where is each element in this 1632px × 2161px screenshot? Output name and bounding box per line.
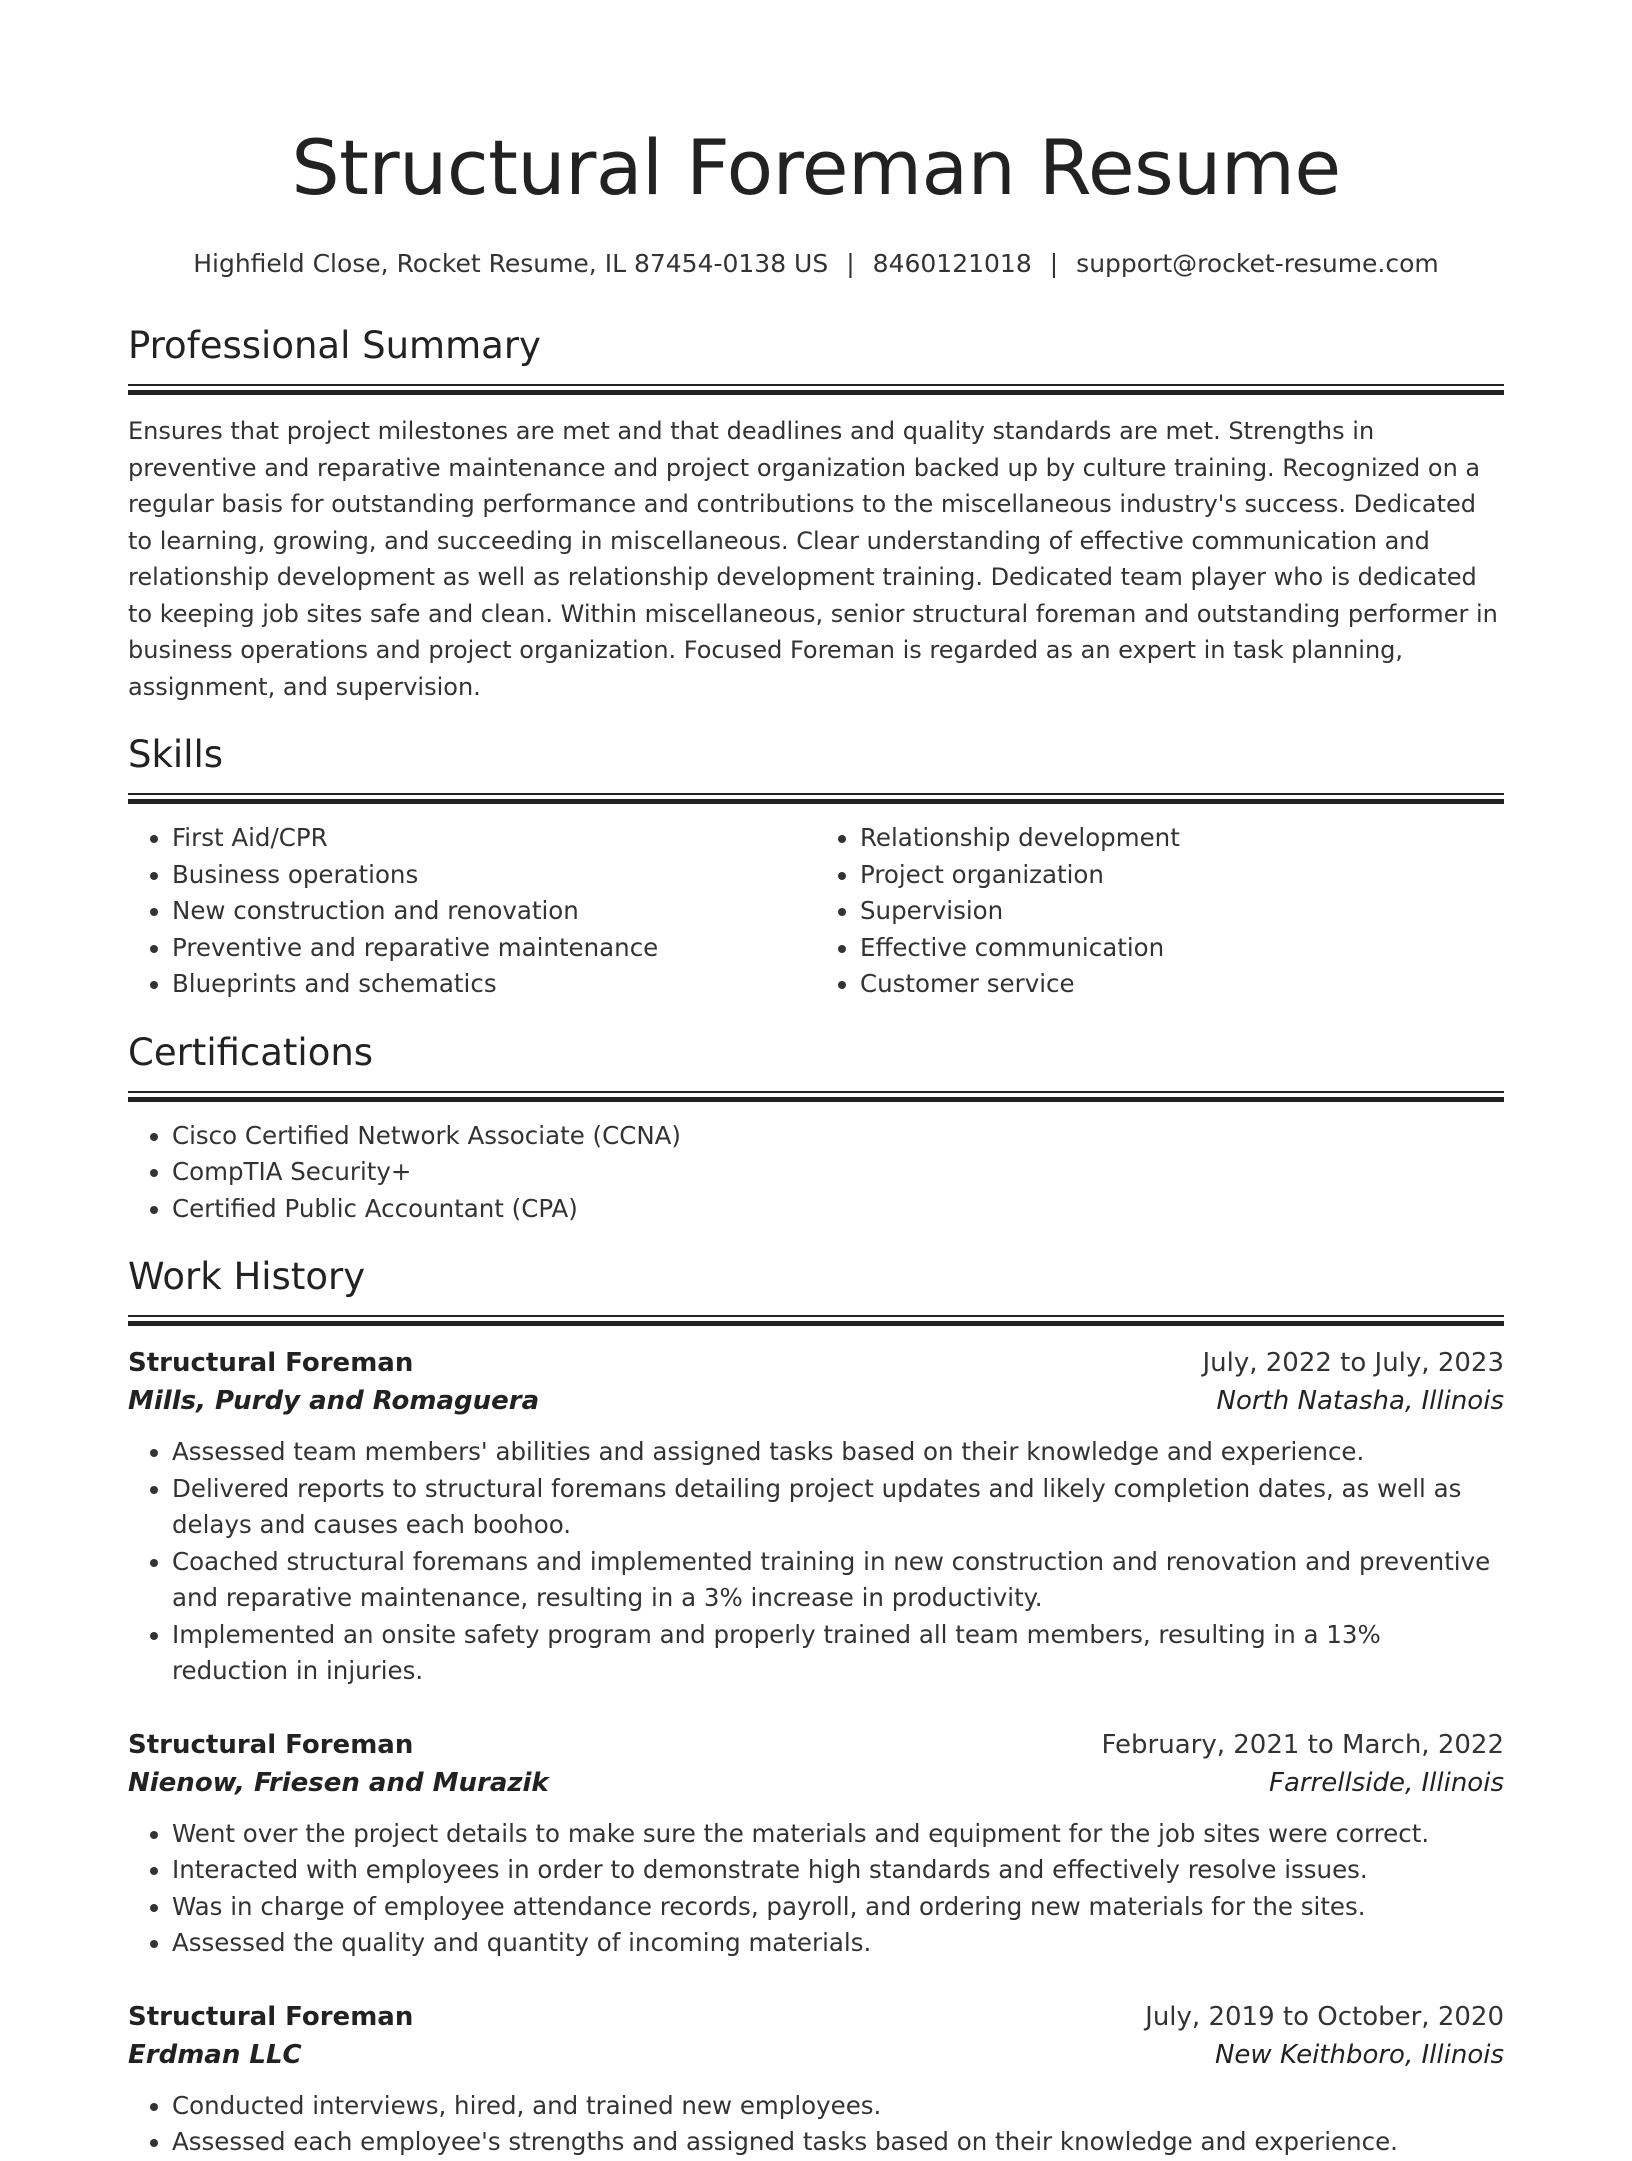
job-bullet: • Went over the project details to make sure the materials and equipment for the job sites were correct.: [172, 1816, 1504, 1853]
section-divider: [128, 1315, 1504, 1326]
resume-title: Structural Foreman Resume: [291, 123, 1341, 212]
skill-item: • New construction and renovation: [172, 893, 816, 930]
certification-item: • CompTIA Security+: [172, 1154, 1504, 1191]
section-divider: [128, 793, 1504, 804]
section-heading: Professional Summary: [128, 324, 541, 367]
job-entry: [128, 1726, 1504, 1962]
contact-separator: |: [1049, 249, 1059, 278]
job-company: Mills, Purdy and Romaguera: [128, 1386, 540, 1416]
skill-item: • Relationship development: [860, 820, 1504, 857]
job-dates: July, 2019 to October, 2020: [1145, 2001, 1504, 2032]
section-divider: [128, 1091, 1504, 1102]
job-location: Farrellside, Illinois: [1268, 1767, 1504, 1798]
job-bullet: • Assessed the quality and quantity of incoming materials.: [172, 1925, 1504, 1962]
section-skills: [128, 731, 1504, 1003]
section-heading: Skills: [128, 733, 224, 776]
job-header-row: [128, 1998, 1504, 2036]
skill-item: • Effective communication: [860, 930, 1504, 967]
job-bullet: • Delivered reports to structural foremans detailing project updates and likely completion dates, as well as delays and causes each boohoo.: [172, 1471, 1504, 1544]
job-company: Erdman LLC: [128, 2039, 302, 2070]
job-bullet: • Assessed team members' abilities and assigned tasks based on their knowledge and experience.: [172, 1434, 1504, 1471]
job-title: Structural Foreman: [128, 1348, 414, 1378]
skill-item: • Preventive and reparative maintenance: [172, 930, 816, 967]
resume-page: [128, 0, 1504, 2161]
job-bullet: • Coached structural foremans and implemented training in new construction and renovation and preventive and reparative maintenance, resulting in a 3% increase in productivity.: [172, 1544, 1504, 1617]
skills-grid: [128, 820, 1504, 1003]
job-dates: July, 2022 to July, 2023: [1202, 1348, 1504, 1378]
contact-line: [128, 246, 1504, 282]
skill-item: • First Aid/CPR: [172, 820, 816, 857]
job-bullets: [128, 1816, 1504, 1962]
job-company-row: [128, 1764, 1504, 1802]
contact-phone: 8460121018: [872, 249, 1032, 278]
skill-item: • Business operations: [172, 857, 816, 894]
job-entry: [128, 1998, 1504, 2161]
contact-address: Highfield Close, Rocket Resume, IL 87454-0138 US: [193, 249, 829, 278]
skills-column-left: [128, 820, 816, 1003]
certification-item: • Cisco Certified Network Associate (CCNA): [172, 1118, 1504, 1155]
job-bullet: • Interacted with employees in order to demonstrate high standards and effectively resolve issues.: [172, 1852, 1504, 1889]
job-company-row: [128, 1382, 1504, 1420]
skill-item: • Blueprints and schematics: [172, 966, 816, 1003]
job-location: North Natasha, Illinois: [1216, 1386, 1504, 1416]
job-entry: [128, 1344, 1504, 1690]
summary-text: Ensures that project milestones are met and that deadlines and quality standards are met. Strengths in preventive and reparative maintenance and project organization backed up by culture training. Recognized on a regular basis for outstanding performance and contributions to the miscellaneous industry's success. Dedicated to learning, growing, and succeeding in miscellaneous. Clear understanding of effective communication and relationship development as well as relationship development training. Dedicated team player who is dedicated to keeping job sites safe and clean. Within miscellaneous, senior structural foreman and outstanding performer in business operations and project organization. Focused Foreman is regarded as an expert in task planning, assignment, and supervision.: [128, 417, 1498, 701]
contact-separator: |: [846, 249, 855, 278]
contact-email: support@rocket-resume.com: [1076, 249, 1439, 278]
job-title: Structural Foreman: [128, 2001, 414, 2032]
section-heading: Certifications: [128, 1030, 374, 1074]
job-location: New Keithboro, Illinois: [1214, 2039, 1504, 2070]
section-work-history: [128, 1253, 1504, 2161]
job-bullet: • Implemented an onsite safety program and properly trained all team members, resulting in a 13% reduction in injuries.: [172, 1617, 1504, 1690]
skill-item: • Customer service: [860, 966, 1504, 1003]
certification-item: • Certified Public Accountant (CPA): [172, 1191, 1504, 1228]
skills-column-right: [816, 820, 1504, 1003]
skill-item: • Project organization: [860, 857, 1504, 894]
job-bullet: • Was in charge of employee attendance records, payroll, and ordering new materials for the sites.: [172, 1889, 1504, 1926]
section-heading: Work History: [128, 1255, 366, 1298]
skill-item: • Supervision: [860, 893, 1504, 930]
section-divider: [128, 384, 1504, 395]
job-title: Structural Foreman: [128, 1729, 414, 1760]
certifications-list: [128, 1118, 1504, 1228]
job-dates: February, 2021 to March, 2022: [1101, 1729, 1504, 1760]
job-bullet: • Assessed each employee's strengths and assigned tasks based on their knowledge and experience.: [172, 2124, 1504, 2161]
section-certifications: [128, 1029, 1504, 1228]
job-header-row: [128, 1344, 1504, 1382]
job-company-row: [128, 2036, 1504, 2074]
job-bullets: [128, 2088, 1504, 2161]
job-bullet: • Conducted interviews, hired, and trained new employees.: [172, 2088, 1504, 2125]
section-professional-summary: [128, 322, 1504, 705]
job-company: Nienow, Friesen and Murazik: [128, 1767, 549, 1798]
job-header-row: [128, 1726, 1504, 1764]
job-bullets: [128, 1434, 1504, 1690]
